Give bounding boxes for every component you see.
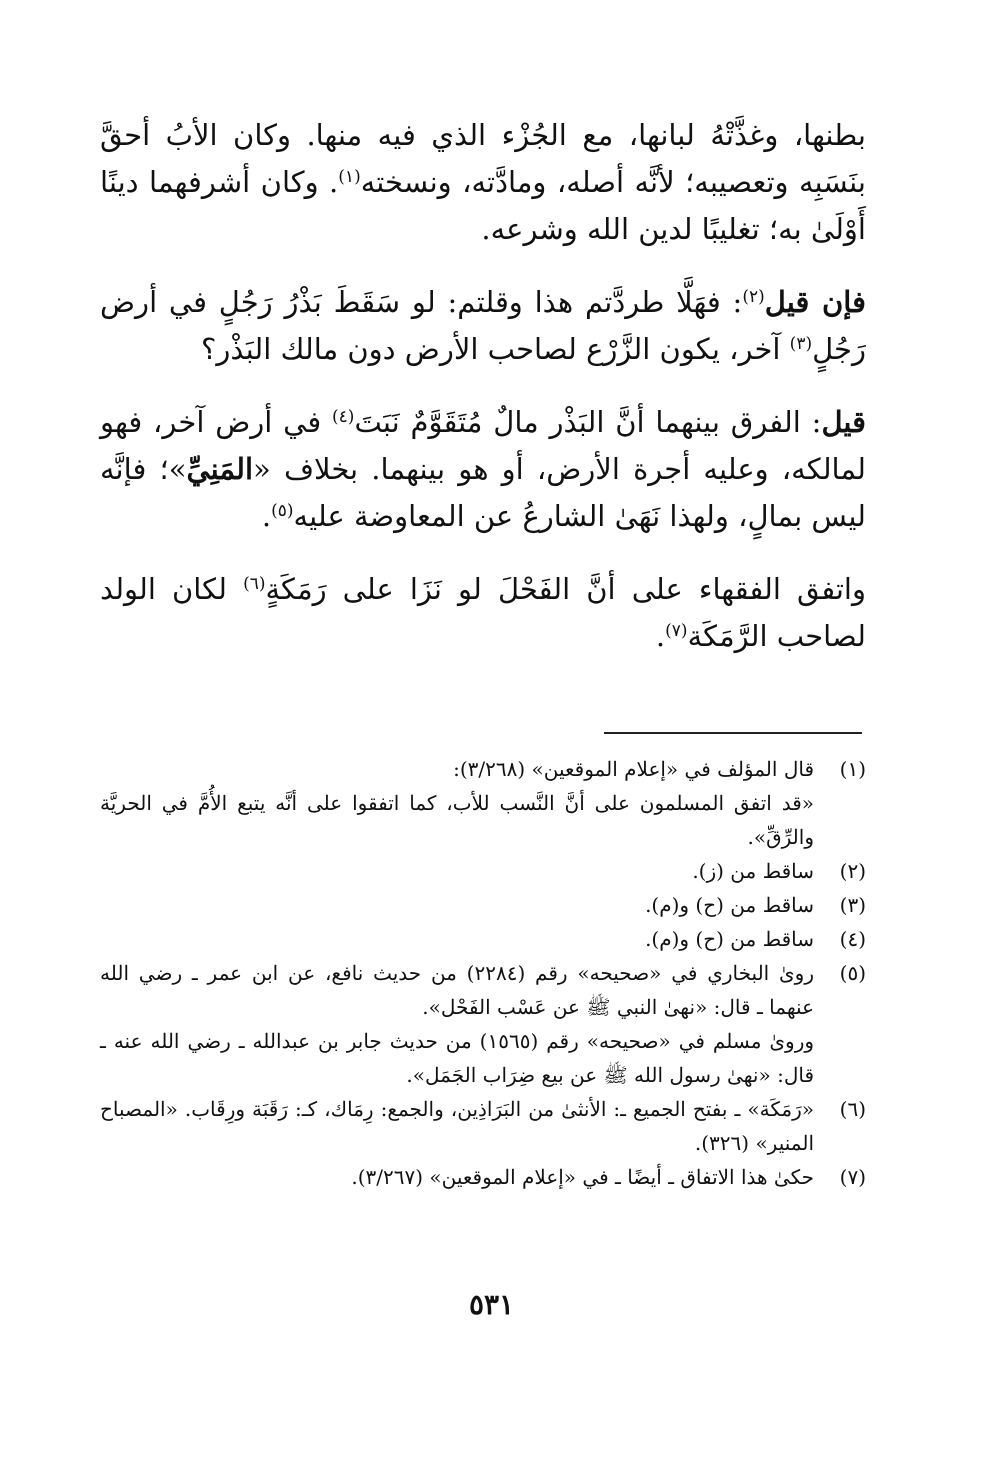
paragraph-text: آخر، يكون الزَّرْع لصاحب الأرض دون مالك البَذْر؟ bbox=[201, 332, 790, 366]
answer-keyword: قيل bbox=[821, 405, 867, 439]
footnote-ref-3[interactable]: (٣) bbox=[789, 334, 813, 354]
footnote-number: (٢) bbox=[839, 859, 866, 883]
paragraph-text: : الفرق بينهما أنَّ البَذْر مالٌ مُتَقَوَّمٌ نَبَتَ bbox=[354, 405, 822, 439]
paragraph-text: »؛ فإنَّه ليس بمالٍ، ولهذا نَهَىٰ الشارعُ عن المعاوضة عليه bbox=[100, 452, 866, 533]
footnote-7 bbox=[100, 1160, 866, 1194]
paragraph-text: : فهَلَّا طردَّتم هذا وقلتم: لو سَقَطَ بَذْرُ رَجُلٍ في أرض رَجُلٍ bbox=[100, 285, 866, 366]
footnotes bbox=[100, 752, 866, 1194]
main-text bbox=[100, 112, 866, 660]
paragraph-text: في أرض آخر، فهو لمالكه، وعليه أجرة الأرض، أو هو بينهما. بخلاف « bbox=[100, 405, 866, 486]
footnote-line: روىٰ البخاري في «صحيحه» رقم (٢٢٨٤) من حديث نافع، عن ابن عمر ـ رضي الله عنهما ـ قال: «نهىٰ النبي ﷺ عن عَسْب الفَحْل». bbox=[100, 961, 814, 1019]
footnote-text bbox=[100, 956, 814, 1092]
paragraph-text: . bbox=[655, 619, 666, 653]
footnote-4 bbox=[100, 922, 866, 956]
footnote-number: (٤) bbox=[839, 927, 866, 951]
footnote-line: «رَمَكَة» ـ بفتح الجميع ـ: الأنثىٰ من البَرَاذِين، والجمع: رِمَاك، كـ: رَقَبَة ورِقَاب. «المصباح المنير» (٣٢٦). bbox=[100, 1097, 814, 1155]
paragraph-4 bbox=[100, 566, 866, 660]
footnote-quote: «قد اتفق المسلمون على أنَّ النَّسب للأب، كما اتفقوا على أنَّه يتبع الأُمَّ في الحريَّة والرِّقِّ». bbox=[100, 791, 814, 849]
footnote-line: ساقط من (ح) و(م). bbox=[645, 927, 814, 951]
paragraph-2 bbox=[100, 279, 866, 373]
footnote-ref-6[interactable]: (٦) bbox=[243, 574, 266, 594]
footnote-6 bbox=[100, 1092, 866, 1160]
footnote-line: وروىٰ مسلم في «صحيحه» رقم (١٥٦٥) من حديث جابر بن عبدالله ـ رضي الله عنه ـ قال: «نهىٰ رسول الله ﷺ عن بيع ضِرَاب الجَمَل». bbox=[100, 1029, 815, 1087]
footnote-ref-7[interactable]: (٧) bbox=[665, 621, 688, 641]
footnote-line: حكىٰ هذا الاتفاق ـ أيضًا ـ في «إعلام الموقعين» (٣/٢٦٧). bbox=[351, 1165, 814, 1189]
footnote-divider bbox=[604, 732, 862, 734]
footnote-line: ساقط من (ز). bbox=[692, 859, 814, 883]
footnote-ref-2[interactable]: (٢) bbox=[742, 287, 765, 307]
footnote-number: (٧) bbox=[839, 1165, 866, 1189]
footnote-ref-4[interactable]: (٤) bbox=[332, 407, 355, 427]
footnote-1 bbox=[100, 752, 866, 854]
footnote-text bbox=[100, 1092, 814, 1160]
footnote-text bbox=[100, 1160, 814, 1194]
footnote-number: (٥) bbox=[839, 961, 866, 985]
paragraph-text: لكان الولد لصاحب الرَّمَكَة bbox=[100, 572, 866, 653]
paragraph-text: بطنها، وغذَّتْهُ لبانها، مع الجُزْء الذي فيه منها. وكان الأبُ أحقَّ بنَسَبِه وتعصيبه؛ لأنَّه أصله، ومادَّته، ونسخته bbox=[100, 118, 867, 199]
paragraph-3 bbox=[100, 399, 866, 540]
footnote-text bbox=[100, 922, 814, 956]
page-number: ٥٣١ bbox=[468, 1288, 515, 1321]
footnote-ref-1[interactable]: (١) bbox=[338, 167, 361, 187]
footnote-number: (٦) bbox=[839, 1097, 866, 1121]
footnote-line: ساقط من (ح) و(م). bbox=[645, 893, 814, 917]
footnote-3 bbox=[100, 888, 866, 922]
footnote-number: (١) bbox=[839, 757, 866, 781]
footnote-text bbox=[100, 752, 814, 854]
paragraph-1 bbox=[100, 112, 866, 253]
footnote-line: قال المؤلف في «إعلام الموقعين» (٣/٢٦٨): bbox=[453, 757, 814, 781]
paragraph-text: . وكان أشرفهما دينًا أَوْلَىٰ به؛ تغليبًا لدين الله وشرعه. bbox=[100, 165, 866, 246]
paragraph-text: واتفق الفقهاء على أنَّ الفَحْلَ لو نَزَا على رَمَكَةٍ bbox=[265, 572, 866, 606]
footnote-text bbox=[100, 888, 814, 922]
footnote-ref-5[interactable]: (٥) bbox=[271, 501, 294, 521]
paragraph-text: . bbox=[261, 499, 272, 533]
footnote-5 bbox=[100, 956, 866, 1092]
footnote-text bbox=[100, 854, 814, 888]
question-keyword: فإن قيل bbox=[764, 285, 866, 319]
footnote-2 bbox=[100, 854, 866, 888]
emphasized-term: المَنِيِّ bbox=[186, 452, 254, 486]
footnote-number: (٣) bbox=[839, 893, 866, 917]
